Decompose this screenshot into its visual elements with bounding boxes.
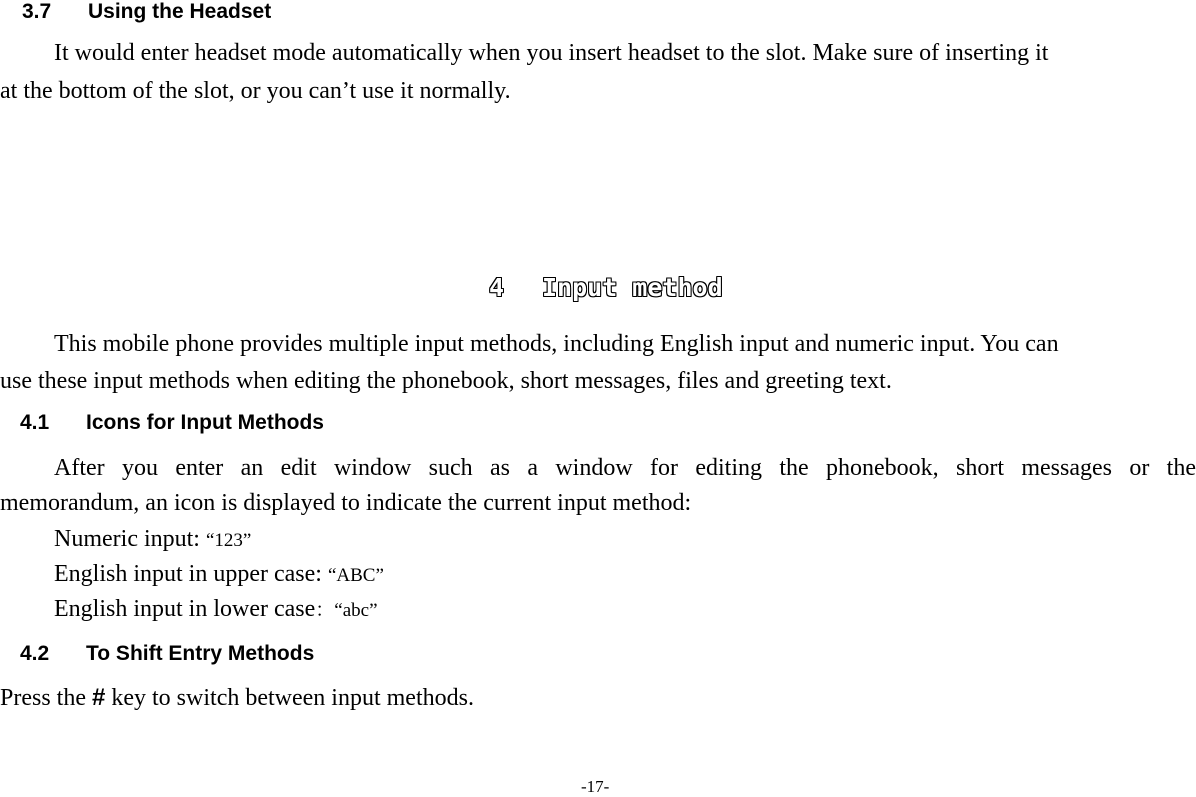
chapter-4-heading [489, 273, 723, 303]
item-code: “abc” [334, 600, 378, 621]
section-title: Using the Headset [88, 0, 272, 23]
chapter-title: Input method [542, 273, 723, 302]
item-code: “123” [205, 530, 252, 551]
shift-entry-paragraph [0, 680, 474, 716]
para-prefix: Press the [0, 685, 92, 711]
input-method-paragraph-line-1: This mobile phone provides multiple input methods, including English input and numeric input. You can [54, 331, 1059, 357]
section-number: 4.2 [20, 642, 50, 665]
item-label: English input in lower case [54, 596, 316, 622]
page-number: -17- [581, 777, 610, 796]
input-method-paragraph-line-2: use these input methods when editing the phonebook, short messages, files and greeting text. [0, 368, 892, 394]
numeric-input-item [54, 521, 251, 559]
section-3-7-heading [22, 0, 271, 24]
section-number: 3.7 [22, 0, 52, 23]
section-title: To Shift Entry Methods [86, 642, 315, 665]
hash-key: # [92, 684, 106, 711]
item-code: “ABC” [327, 565, 384, 586]
item-label: Numeric input: [54, 526, 206, 552]
lower-case-item [54, 591, 378, 629]
headset-paragraph-line-1: It would enter headset mode automatically when you insert headset to the slot. Make sure of inserting it [54, 40, 1049, 66]
section-title: Icons for Input Methods [86, 411, 324, 434]
para-suffix: key to switch between input methods. [105, 685, 474, 711]
section-number: 4.1 [20, 411, 50, 434]
icons-paragraph-line-2: memorandum, an icon is displayed to indicate the current input method: [0, 490, 692, 516]
upper-case-item [54, 556, 384, 594]
item-separator: ： [315, 600, 335, 621]
icons-paragraph-line-1: After you enter an edit window such as a window for editing the phonebook, short messages or the [54, 455, 1196, 481]
chapter-number: 4 [489, 273, 505, 302]
section-4-2-heading [20, 642, 314, 666]
headset-paragraph-line-2: at the bottom of the slot, or you can’t use it normally. [0, 78, 511, 104]
section-4-1-heading [20, 411, 324, 435]
item-label: English input in upper case: [54, 561, 328, 587]
